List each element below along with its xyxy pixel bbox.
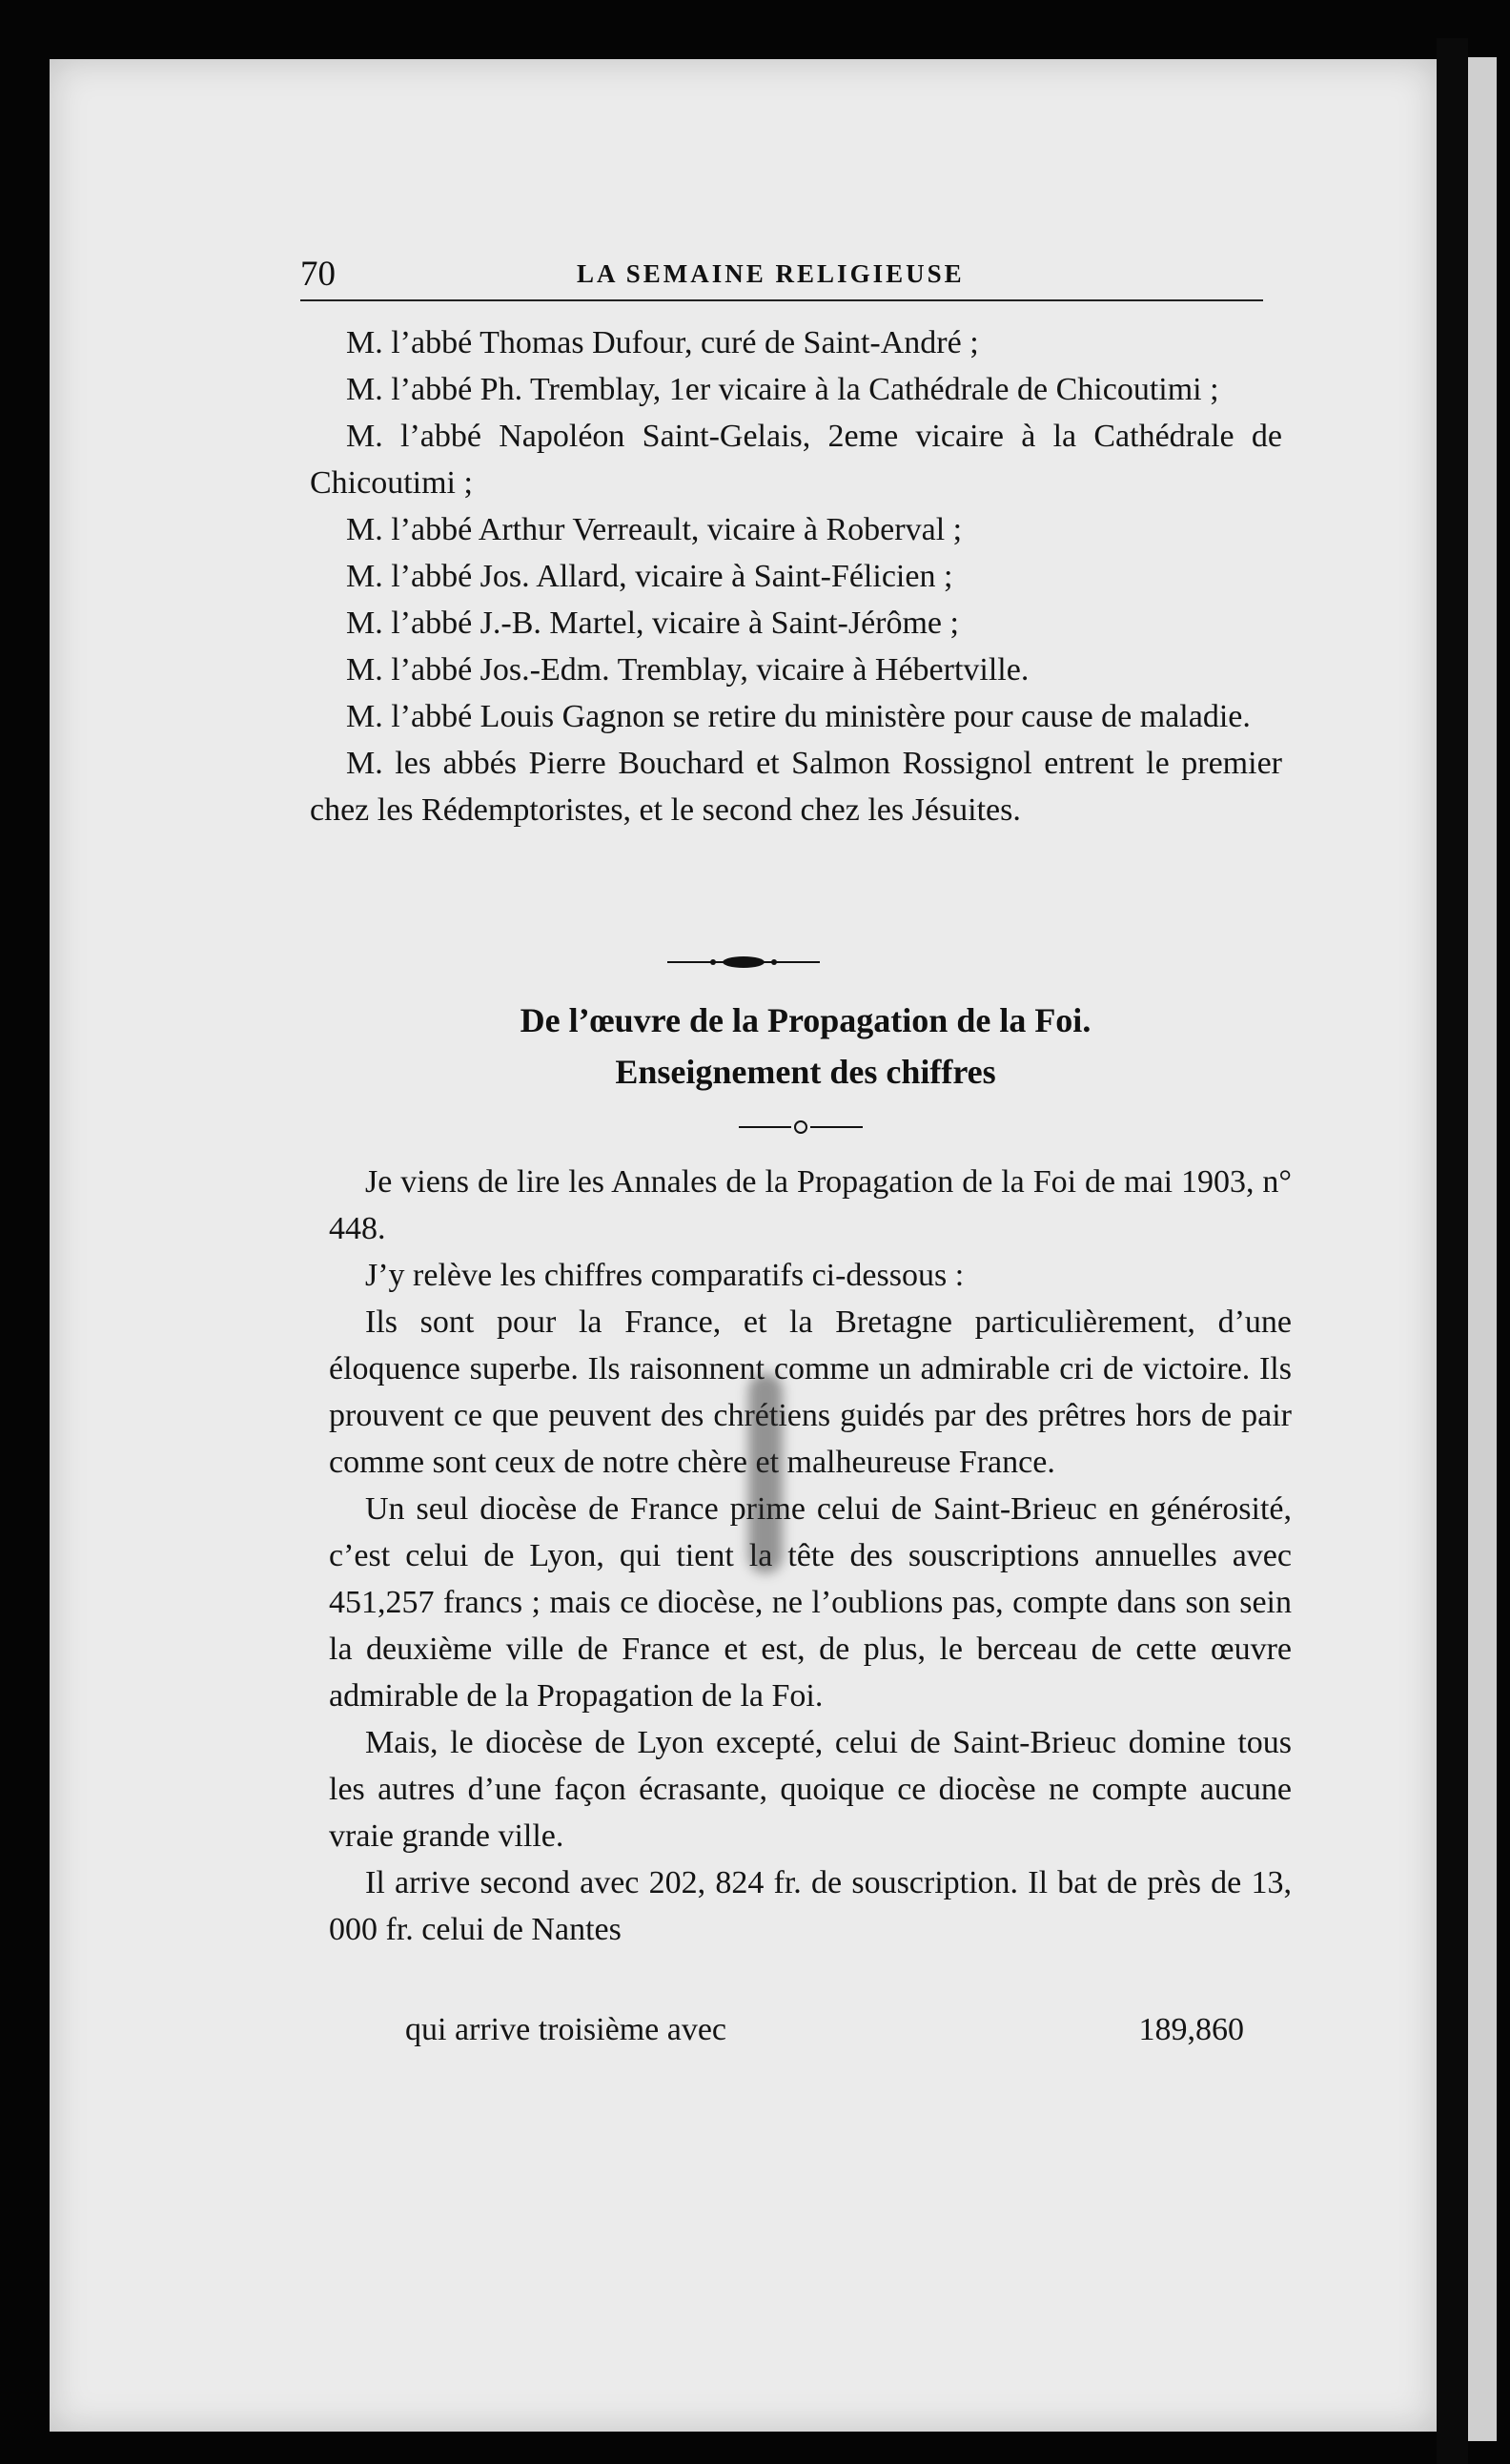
article-body [329, 1159, 1292, 1953]
appointment-item: M. l’abbé Arthur Verreault, vicaire à Roberval ; [346, 512, 963, 547]
section-subtitle: Enseignement des chiffres [615, 1053, 996, 1091]
page-number: 70 [300, 255, 336, 294]
paragraph: Un seul diocèse de France prime celui de Saint-Brieuc en générosité, c’est celui de Lyon, qui tient la tête des souscriptions annuelles avec 451,257 francs ; mais ce diocèse, ne l’oublions pas, compte dans son sein la deuxième ville de France et est, de plus, le berceau de cette œuvre admirable de la Propagation de la Foi. [329, 1491, 1292, 1714]
paragraph: Ils sont pour la France, et la Bretagne particulièrement, d’une éloquence superbe. Ils raisonnent comme un admirable cri de victoire. Ils prouvent ce que peuvent des chrétiens guidés par des prêtres hors de pair comme sont ceux de notre chère et malheureuse France. [329, 1304, 1292, 1480]
paragraph: Je viens de lire les Annales de la Propagation de la Foi de mai 1903, n° 448. [329, 1164, 1292, 1246]
appointment-item: M. l’abbé Jos. Allard, vicaire à Saint-Félicien ; [346, 559, 953, 594]
page-gutter [1437, 38, 1468, 2464]
appointment-item: M. l’abbé Ph. Tremblay, 1er vicaire à la Cathédrale de Chicoutimi ; [346, 372, 1219, 407]
header-rule [300, 299, 1263, 301]
appointment-item: M. l’abbé Thomas Dufour, curé de Saint-André ; [346, 325, 979, 360]
appointments-list [310, 319, 1282, 833]
figure-amount: 189,860 [1138, 2012, 1244, 2047]
paragraph: Il arrive second avec 202, 824 fr. de souscription. Il bat de près de 13, 000 fr. celui de Nantes [329, 1865, 1292, 1947]
section-title [310, 995, 1301, 1098]
running-head: LA SEMAINE RELIGIEUSE [577, 259, 965, 288]
page-header [300, 250, 1263, 298]
next-page-edge [1468, 57, 1497, 2441]
appointment-item: M. l’abbé Louis Gagnon se retire du ministère pour cause de maladie. [346, 699, 1251, 734]
paragraph: J’y relève les chiffres comparatifs ci-dessous : [365, 1258, 965, 1293]
section-ornament [667, 950, 820, 975]
paragraph: Mais, le diocèse de Lyon excepté, celui de Saint-Brieuc domine tous les autres d’une façon écrasante, quoique ce diocèse ne compte aucune vraie grande ville. [329, 1725, 1292, 1854]
figure-line-text: qui arrive troisième avec [405, 2012, 727, 2047]
appointment-item: M. les abbés Pierre Bouchard et Salmon Rossignol entrent le premier chez les Rédemptoristes, et le second chez les Jésuites. [310, 746, 1282, 828]
ink-stain [748, 1373, 783, 1573]
appointment-item: M. l’abbé Jos.-Edm. Tremblay, vicaire à Hébertville. [346, 652, 1030, 688]
appointment-item: M. l’abbé Napoléon Saint-Gelais, 2eme vicaire à la Cathédrale de Chicoutimi ; [310, 419, 1282, 501]
divider-ornament [739, 1116, 863, 1139]
figure-line [405, 2012, 1244, 2048]
section-title-line: De l’œuvre de la Propagation de la Foi. [520, 1001, 1092, 1039]
appointment-item: M. l’abbé J.-B. Martel, vicaire à Saint-Jérôme ; [346, 606, 959, 641]
